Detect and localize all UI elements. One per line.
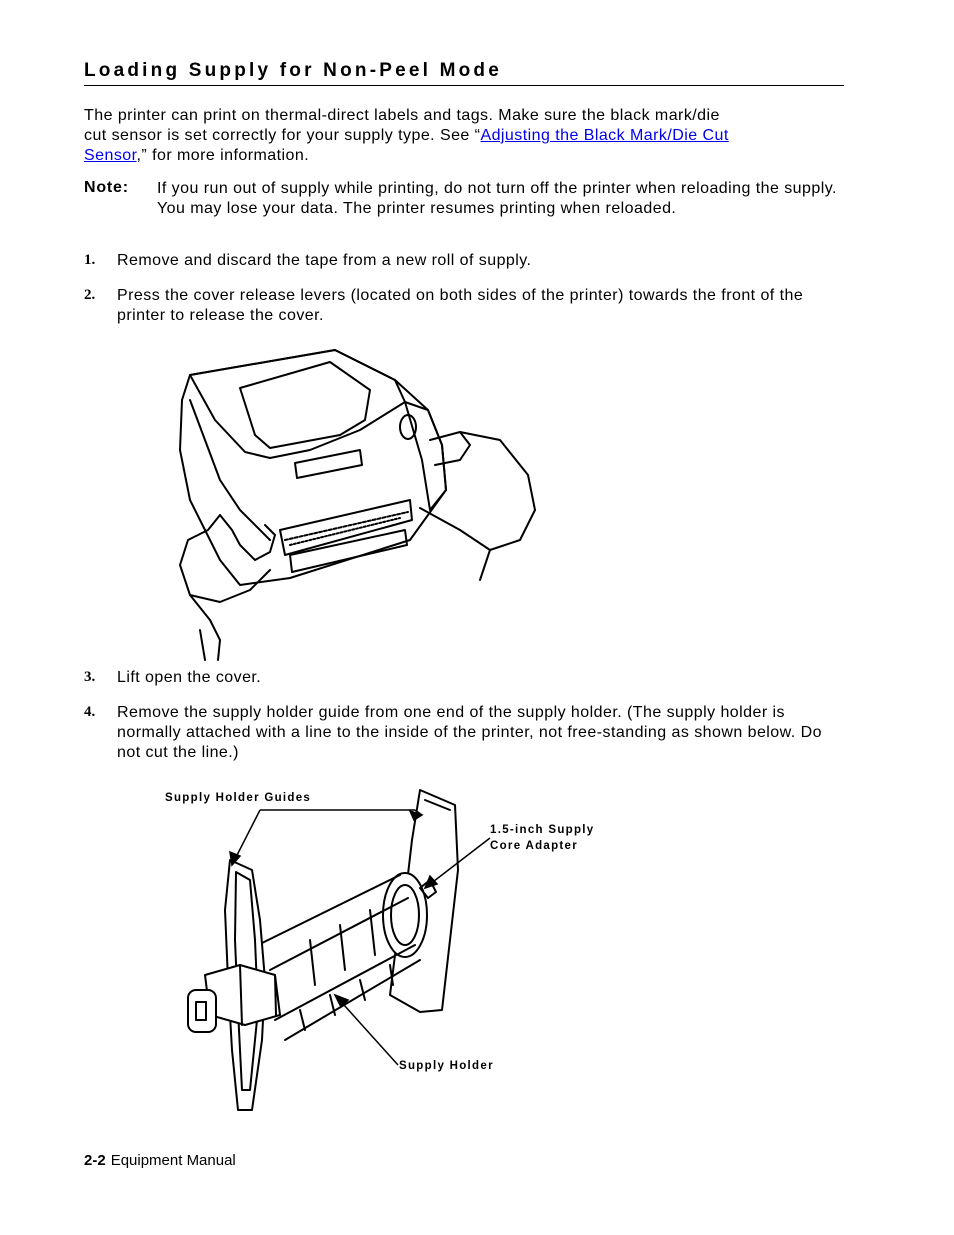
step-3-number: 3. bbox=[84, 669, 96, 685]
step-2-number: 2. bbox=[84, 287, 96, 303]
step-1-text: Remove and discard the tape from a new roll of supply. bbox=[117, 252, 532, 269]
section-heading: Loading Supply for Non-Peel Mode bbox=[84, 60, 844, 86]
intro-paragraph bbox=[84, 106, 854, 166]
adjusting-sensor-link-cont[interactable]: Sensor bbox=[84, 147, 137, 164]
intro-line-3: ,” for more information. bbox=[136, 147, 310, 164]
step-1-number: 1. bbox=[84, 252, 96, 268]
holder-arrowhead bbox=[335, 995, 348, 1007]
note-text: If you run out of supply while printing, do not turn off the printer when reloading the supply. You may lose your data. The printer resumes printing when reloaded. bbox=[157, 180, 837, 217]
guides-arrowhead-left bbox=[230, 852, 240, 865]
page-number: 2-2 bbox=[84, 1152, 106, 1169]
step-4-number: 4. bbox=[84, 704, 96, 720]
intro-line-2: cut sensor is set correctly for your supply type. See “ bbox=[84, 127, 481, 144]
intro-line-1: The printer can print on thermal-direct labels and tags. Make sure the black mark/die bbox=[84, 107, 720, 124]
step-3-text: Lift open the cover. bbox=[117, 669, 262, 686]
holder-leader-line bbox=[335, 995, 398, 1065]
callout-core-adapter: 1.5-inch Supply Core Adapter bbox=[490, 824, 595, 852]
page-footer bbox=[84, 1152, 236, 1169]
guides-arrowhead-right bbox=[410, 811, 422, 820]
manual-title: Equipment Manual bbox=[110, 1152, 236, 1169]
adjusting-sensor-link[interactable]: Adjusting the Black Mark/Die Cut bbox=[480, 127, 729, 144]
step-4-text: Remove the supply holder guide from one end of the supply holder. (The supply holder is normally attached with a line to the inside of the printer, not free-standing as shown below. Do not cut the line.) bbox=[117, 704, 822, 761]
step-2-text: Press the cover release levers (located on both sides of the printer) towards the front of the printer to release the cover. bbox=[117, 287, 804, 324]
note-label: Note: bbox=[84, 179, 129, 196]
adapter-arrowhead bbox=[425, 876, 437, 888]
callout-supply-holder-guides: Supply Holder Guides bbox=[165, 792, 312, 804]
printer-cover-release-illustration bbox=[160, 340, 550, 665]
callout-supply-holder: Supply Holder bbox=[399, 1060, 494, 1072]
